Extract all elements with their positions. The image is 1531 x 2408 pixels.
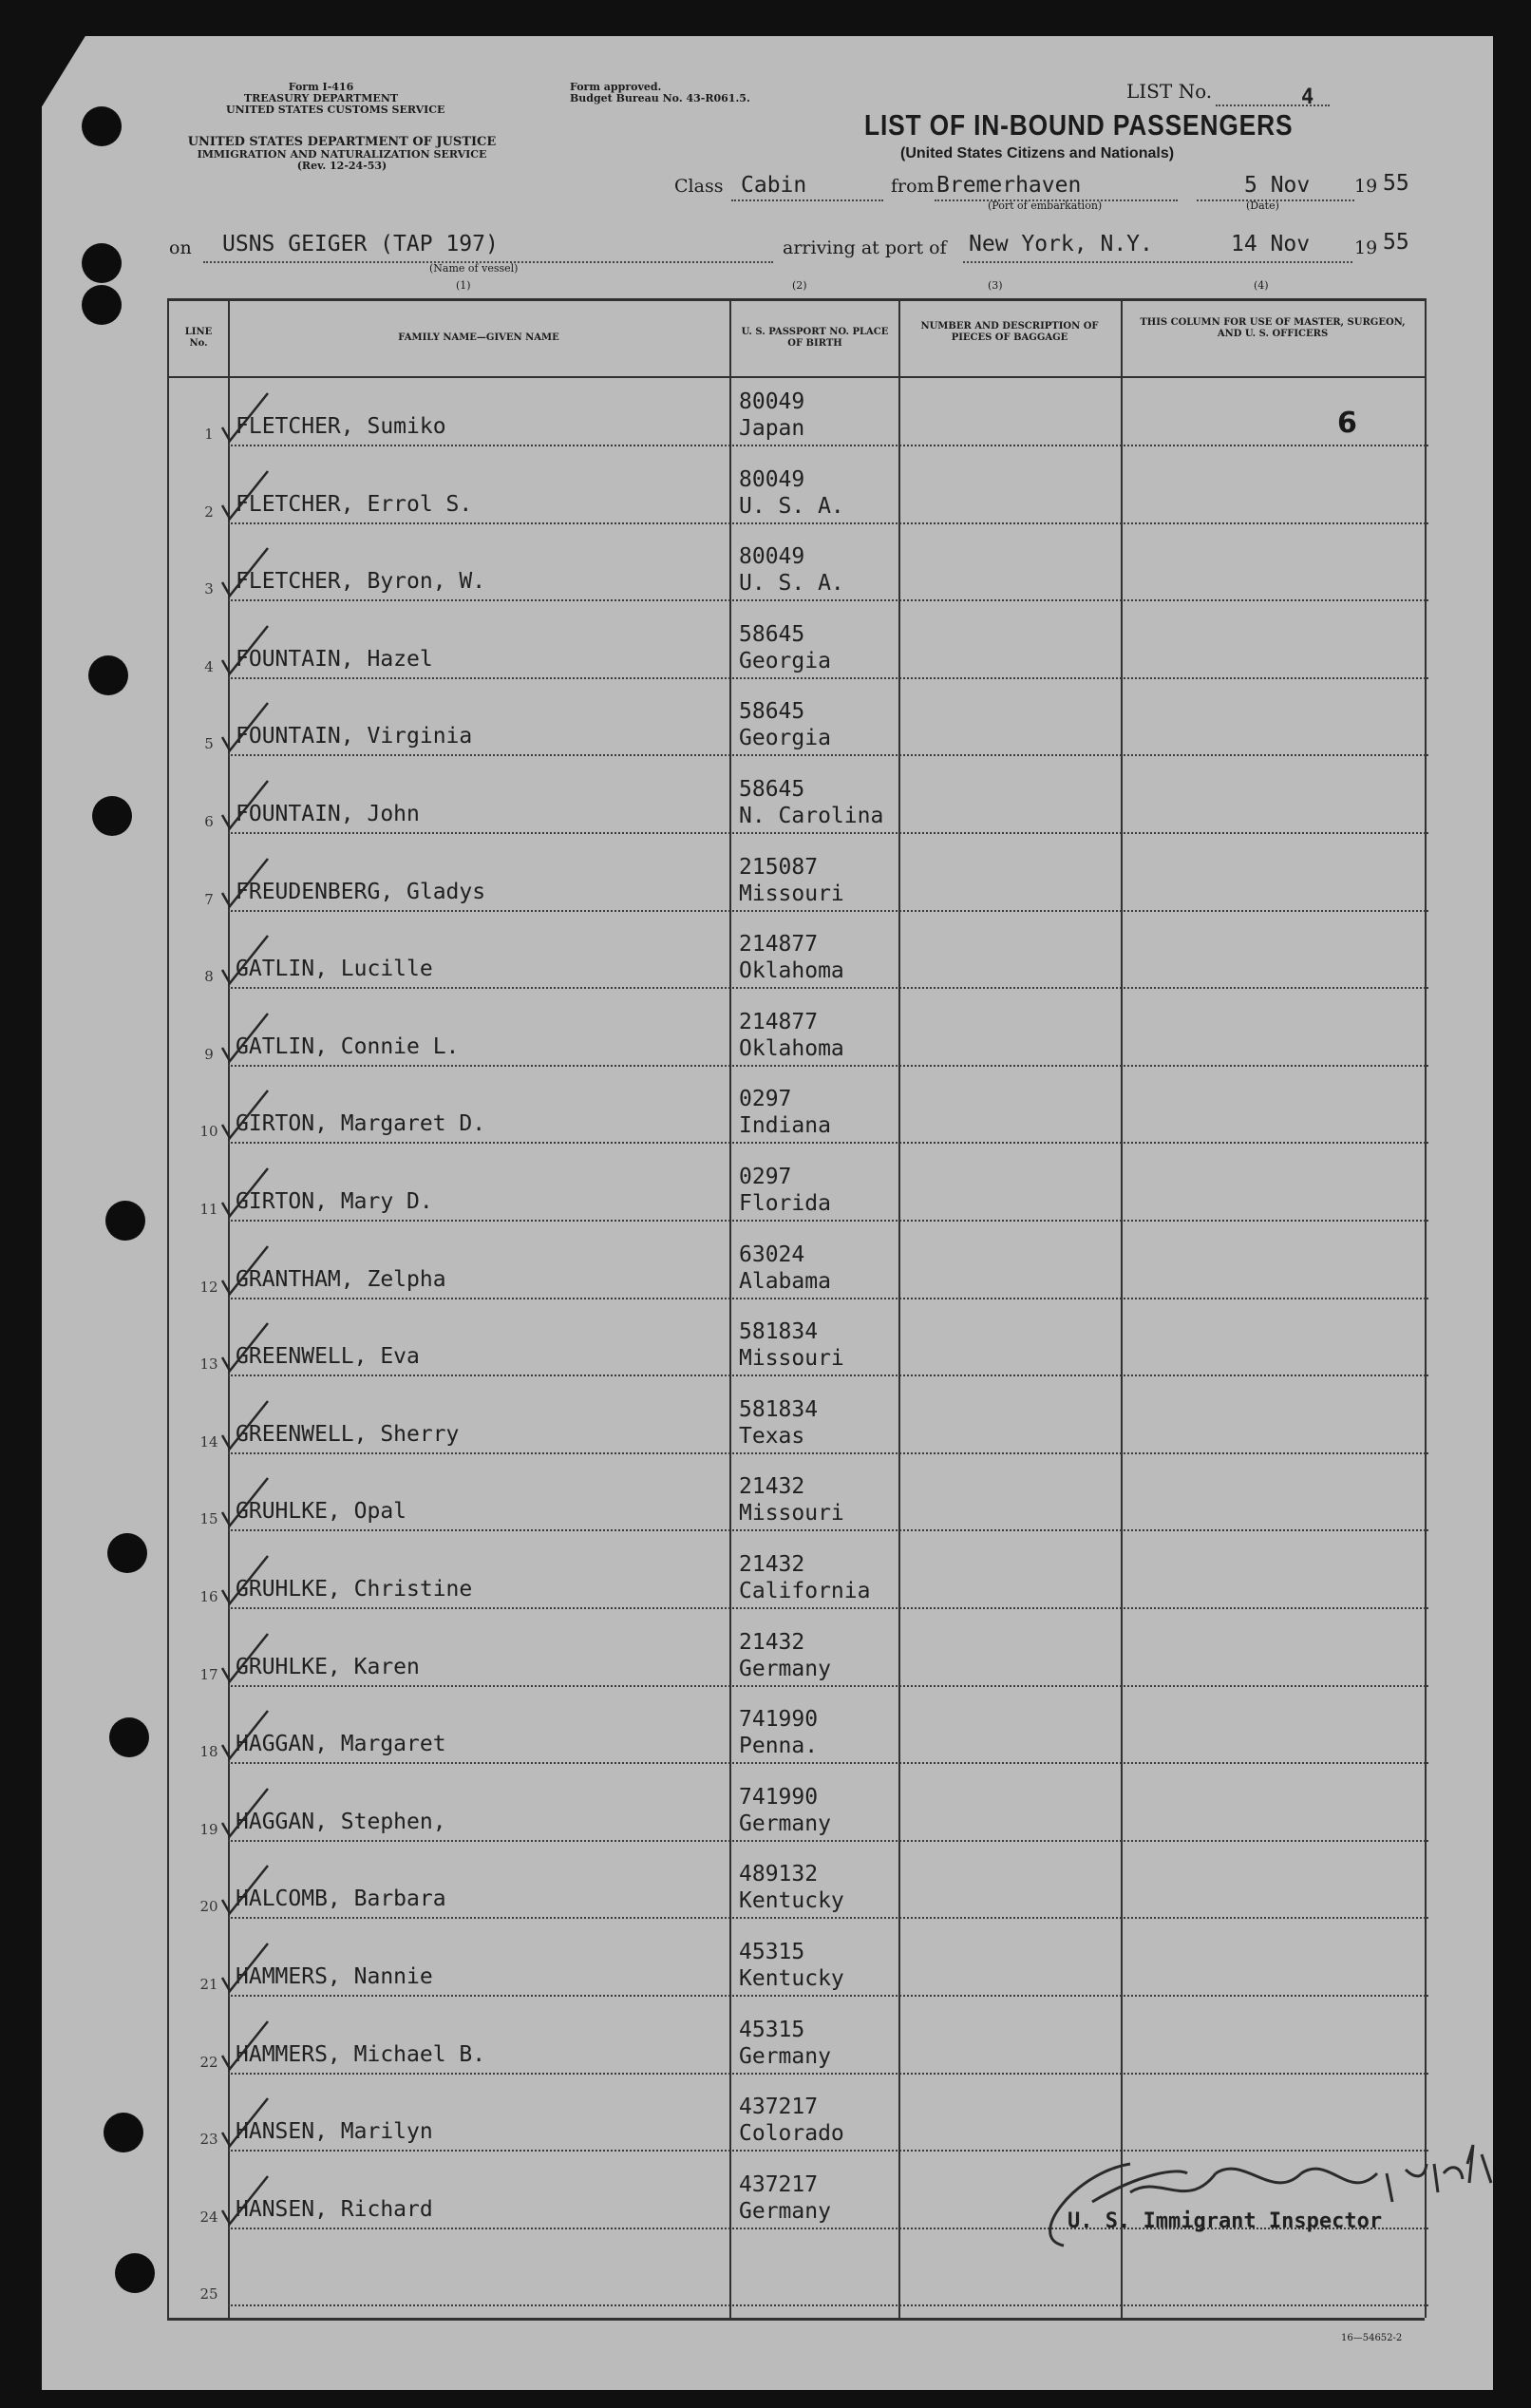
punch-hole: [82, 285, 122, 325]
passenger-name: HAMMERS, Nannie: [236, 1964, 433, 1989]
budget-bureau: Budget Bureau No. 43-R061.5.: [570, 92, 750, 104]
passport-number: 63024: [739, 1242, 805, 1267]
check-mark-icon: [217, 1242, 274, 1299]
table-row: [0, 1235, 1531, 1313]
passport-number: 0297: [739, 1087, 792, 1112]
table-row: [0, 615, 1531, 692]
place-of-birth: Colorado: [739, 2121, 844, 2147]
row-rule: [228, 754, 1428, 756]
row-rule: [228, 832, 1428, 834]
from-label: from: [891, 176, 935, 197]
passenger-name: HANSEN, Marilyn: [236, 2119, 433, 2145]
line-number: 24: [199, 2208, 218, 2226]
check-mark-icon: [217, 389, 274, 446]
check-mark-icon: [217, 1319, 274, 1376]
table-row: [0, 1699, 1531, 1777]
check-mark-icon: [217, 1940, 274, 1997]
passport-number: 437217: [739, 2095, 819, 2120]
row-rule: [228, 1065, 1428, 1067]
check-mark-icon: [217, 777, 274, 834]
form-number: Form I-416: [288, 81, 354, 93]
table-row: [0, 1854, 1531, 1932]
form-approved: Form approved.: [570, 81, 662, 93]
class-label: Class: [674, 176, 724, 197]
place-of-birth: N. Carolina: [739, 804, 884, 828]
justice-dept: UNITED STATES DEPARTMENT OF JUSTICE: [187, 135, 497, 149]
passenger-name: GRUHLKE, Opal: [236, 1499, 407, 1525]
table-row: [0, 460, 1531, 538]
place-of-birth: Germany: [739, 1811, 831, 1836]
place-of-birth: U. S. A.: [739, 493, 844, 519]
check-mark-icon: [217, 544, 274, 601]
line-number: 4: [204, 657, 214, 675]
passport-number: 214877: [739, 1009, 819, 1034]
footer-code: 16—54652-2: [1341, 2333, 1403, 2343]
place-of-birth: Missouri: [739, 881, 844, 906]
form-approved-block: [570, 82, 750, 104]
passenger-name: GRUHLKE, Karen: [236, 1654, 420, 1679]
line-number: 8: [204, 968, 214, 986]
check-mark-icon: [217, 1785, 274, 1842]
officer-note: 6: [1337, 407, 1357, 440]
table-row: [0, 1545, 1531, 1622]
place-of-birth: U. S. A.: [739, 571, 844, 597]
list-number-label: LIST No.: [1126, 80, 1213, 103]
passport-number: 21432: [739, 1629, 805, 1655]
passenger-name: GREENWELL, Sherry: [236, 1421, 460, 1447]
table-row: [0, 1002, 1531, 1080]
row-rule: [228, 1762, 1428, 1764]
table-row: [0, 692, 1531, 769]
line-number: 22: [199, 2053, 218, 2071]
from-value: Bremerhaven: [936, 173, 1082, 198]
date-caption: (Date): [1246, 199, 1279, 212]
row-rule: [228, 1840, 1428, 1842]
passenger-name: GATLIN, Connie L.: [236, 1033, 460, 1059]
customs-service: UNITED STATES CUSTOMS SERVICE: [226, 104, 445, 116]
passport-number: 80049: [739, 466, 805, 492]
arrival-year-prefix: 19: [1354, 237, 1378, 258]
passenger-name: HAGGAN, Margaret: [236, 1732, 446, 1757]
passport-number: 489132: [739, 1862, 819, 1887]
check-mark-icon: [217, 622, 274, 679]
row-rule: [228, 1220, 1428, 1222]
departure-year: 55: [1383, 171, 1409, 196]
place-of-birth: Florida: [739, 1191, 831, 1216]
passport-number: 214877: [739, 932, 819, 958]
check-mark-icon: [217, 467, 274, 524]
row-rule: [228, 677, 1428, 679]
passenger-name: FLETCHER, Sumiko: [236, 414, 446, 439]
row-rule: [228, 1452, 1428, 1454]
passport-number: 0297: [739, 1165, 792, 1189]
check-mark-icon: [217, 1397, 274, 1454]
year-prefix: 19: [1354, 176, 1378, 197]
line-number: 17: [199, 1665, 218, 1683]
row-rule: [228, 1529, 1428, 1531]
line-number: 6: [204, 813, 214, 830]
punch-hole: [82, 106, 122, 146]
passport-number: 80049: [739, 544, 805, 570]
passenger-name: HAGGAN, Stephen,: [236, 1809, 446, 1834]
table-row: [0, 769, 1531, 847]
header-name: FAMILY NAME—GIVEN NAME: [398, 332, 559, 343]
list-title: LIST OF IN-BOUND PASSENGERS: [864, 108, 1294, 142]
check-mark-icon: [217, 932, 274, 989]
passenger-name: GIRTON, Margaret D.: [236, 1111, 486, 1137]
row-rule: [228, 1298, 1428, 1299]
check-mark-icon: [217, 1552, 274, 1609]
table-row: [0, 1157, 1531, 1235]
col-num-2: (2): [792, 279, 807, 292]
table-row: [0, 924, 1531, 1002]
line-number: 9: [204, 1045, 214, 1063]
justice-block: [152, 135, 532, 172]
line-number: 14: [199, 1432, 218, 1450]
header-officers: THIS COLUMN FOR USE OF MASTER, SURGEON, AND U. S. OFFICERS: [1140, 317, 1406, 339]
table-row: [0, 537, 1531, 615]
passenger-name: HANSEN, Richard: [236, 2196, 433, 2222]
class-value: Cabin: [741, 173, 807, 198]
departure-date: 5 Nov: [1244, 173, 1311, 198]
line-number: 23: [199, 2131, 218, 2149]
col-num-1: (1): [456, 279, 471, 292]
revision: (Rev. 12-24-53): [296, 160, 387, 172]
passenger-name: GRANTHAM, Zelpha: [236, 1266, 446, 1292]
line-number: 16: [199, 1588, 218, 1605]
signature-text: [1083, 2152, 1374, 2190]
check-mark-icon: [217, 1862, 274, 1919]
passport-number: 45315: [739, 2017, 805, 2042]
place-of-birth: Oklahoma: [739, 1035, 844, 1061]
table-row: [0, 1622, 1531, 1700]
place-of-birth: California: [739, 1579, 871, 1603]
place-of-birth: Germany: [739, 1656, 831, 1681]
place-of-birth: Georgia: [739, 648, 831, 673]
check-mark-icon: [217, 699, 274, 756]
place-of-birth: Japan: [739, 416, 805, 441]
row-rule: [228, 522, 1428, 524]
passenger-name: GATLIN, Lucille: [236, 957, 433, 982]
place-of-birth: Indiana: [739, 1113, 831, 1139]
list-subtitle: (United States Citizens and Nationals): [900, 145, 1175, 161]
row-rule: [228, 1685, 1428, 1687]
table-header-rule: [167, 376, 1425, 378]
line-number: 19: [199, 1820, 218, 1838]
place-of-birth: Kentucky: [739, 1888, 844, 1914]
row-rule: [228, 1917, 1428, 1919]
vessel-caption: (Name of vessel): [429, 262, 519, 275]
arrival-date: 14 Nov: [1231, 232, 1311, 256]
passenger-name: FOUNTAIN, Hazel: [236, 646, 433, 672]
table-row: [0, 1390, 1531, 1468]
passport-number: 21432: [739, 1552, 805, 1577]
header-line-no: LINE No.: [184, 327, 213, 349]
table-row: [0, 1777, 1531, 1855]
passenger-name: FOUNTAIN, John: [236, 802, 420, 826]
treasury-dept: TREASURY DEPARTMENT: [243, 92, 399, 104]
line-number: 2: [204, 502, 214, 521]
passport-number: 581834: [739, 1319, 819, 1345]
check-mark-icon: [217, 855, 274, 912]
passport-number: 80049: [739, 389, 805, 414]
passenger-name: HALCOMB, Barbara: [236, 1887, 446, 1912]
line-number: 7: [204, 890, 214, 908]
line-number: 10: [199, 1123, 218, 1141]
row-rule: [228, 987, 1428, 989]
place-of-birth: Germany: [739, 2198, 831, 2224]
passport-number: 741990: [739, 1784, 819, 1810]
passenger-name: HAMMERS, Michael B.: [236, 2041, 486, 2067]
punch-hole: [82, 243, 122, 283]
place-of-birth: Germany: [739, 2043, 831, 2069]
line-number: 11: [199, 1201, 218, 1218]
line-number: 3: [204, 580, 214, 598]
passenger-name: GREENWELL, Eva: [236, 1344, 420, 1370]
line-number: 18: [199, 1743, 218, 1761]
arrival-port: New York, N.Y.: [969, 232, 1153, 256]
col-num-4: (4): [1254, 279, 1269, 292]
check-mark-icon: [217, 1010, 274, 1067]
row-rule: [228, 910, 1428, 912]
passport-number: 215087: [739, 854, 819, 880]
col-num-3: (3): [988, 279, 1003, 292]
place-of-birth: Georgia: [739, 726, 831, 751]
class-underline: [731, 199, 883, 201]
header-baggage: NUMBER AND DESCRIPTION OF PIECES OF BAGGAGE: [920, 321, 1099, 343]
passenger-name: FREUDENBERG, Gladys: [236, 879, 486, 904]
passenger-name: GIRTON, Mary D.: [236, 1189, 433, 1214]
arrival-underline: [963, 261, 1352, 263]
check-mark-icon: [217, 1707, 274, 1764]
passport-number: 741990: [739, 1707, 819, 1733]
table-row: [0, 382, 1531, 460]
row-rule: [228, 445, 1428, 446]
row-rule: [228, 2073, 1428, 2075]
check-mark-icon: [217, 2172, 274, 2229]
place-of-birth: Alabama: [739, 1268, 831, 1294]
inspector-title: U. S. Immigrant Inspector: [1068, 2209, 1383, 2233]
port-caption: (Port of embarkation): [988, 199, 1103, 212]
line-number: 1: [204, 426, 214, 443]
passenger-name: FLETCHER, Errol S.: [236, 491, 473, 517]
form-id-block: [226, 81, 445, 116]
place-of-birth: Missouri: [739, 1346, 844, 1372]
passport-number: 581834: [739, 1396, 819, 1422]
on-label: on: [169, 237, 192, 258]
vessel-name: USNS GEIGER (TAP 197): [222, 232, 499, 256]
line-number: 21: [199, 1976, 218, 1993]
header-passport: U. S. PASSPORT NO. PLACE OF BIRTH: [741, 327, 889, 349]
ins-service: IMMIGRATION AND NATURALIZATION SERVICE: [197, 148, 487, 161]
check-mark-icon: [217, 1630, 274, 1687]
line-number: 25: [199, 2285, 218, 2304]
table-row: [0, 1312, 1531, 1390]
check-mark-icon: [217, 2018, 274, 2075]
check-mark-icon: [217, 2095, 274, 2152]
row-rule: [228, 1607, 1428, 1609]
passport-number: 58645: [739, 699, 805, 725]
list-number-value: 4: [1301, 85, 1314, 109]
table-row: [0, 1079, 1531, 1157]
passport-number: 58645: [739, 621, 805, 647]
table-row: [0, 847, 1531, 925]
place-of-birth: Kentucky: [739, 1966, 844, 1991]
passenger-name: FOUNTAIN, Virginia: [236, 724, 473, 749]
row-rule: [228, 599, 1428, 601]
line-number: 15: [199, 1510, 218, 1528]
passport-number: 58645: [739, 777, 805, 802]
place-of-birth: Penna.: [739, 1734, 819, 1759]
table-row: [0, 2010, 1531, 2088]
table-top-border: [167, 298, 1425, 301]
line-number: 20: [199, 1898, 218, 1916]
passport-number: 45315: [739, 1940, 805, 1964]
check-mark-icon: [217, 1474, 274, 1531]
row-rule: [228, 1375, 1428, 1376]
arrival-year: 55: [1383, 230, 1409, 255]
place-of-birth: Texas: [739, 1423, 805, 1449]
row-rule: [228, 1995, 1428, 1997]
check-mark-icon: [217, 1165, 274, 1222]
check-mark-icon: [217, 1087, 274, 1144]
place-of-birth: Oklahoma: [739, 958, 844, 984]
place-of-birth: Missouri: [739, 1501, 844, 1526]
line-number: 5: [204, 735, 214, 753]
table-row: [0, 1932, 1531, 2010]
row-rule: [228, 2304, 1428, 2306]
line-number: 12: [199, 1278, 218, 1296]
passport-number: 21432: [739, 1474, 805, 1500]
line-number: 13: [199, 1356, 218, 1374]
passport-number: 437217: [739, 2171, 819, 2197]
table-row: [0, 1467, 1531, 1545]
passenger-name: FLETCHER, Byron, W.: [236, 569, 486, 595]
arriving-label: arriving at port of: [783, 237, 947, 258]
row-rule: [228, 1142, 1428, 1144]
passenger-name: GRUHLKE, Christine: [236, 1577, 473, 1602]
